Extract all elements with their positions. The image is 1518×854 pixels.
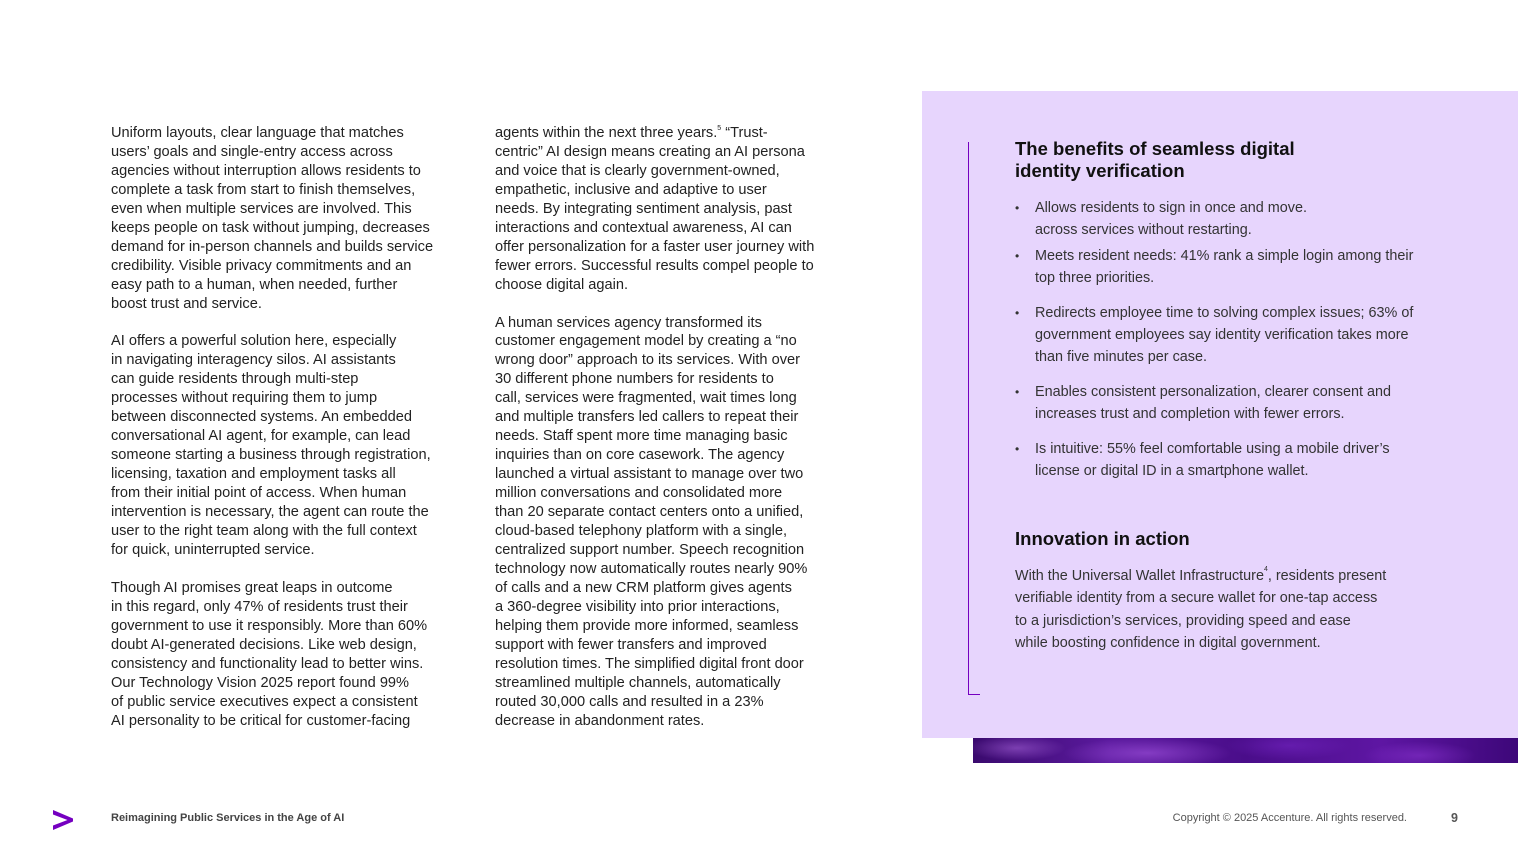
list-item: • Is intuitive: 55% feel comfortable using a mobile driver’s license or digital ID in a smartphone wallet. bbox=[1015, 438, 1445, 482]
footnote-ref[interactable]: 5 bbox=[717, 125, 722, 132]
innovation-text-part: With the Universal Wallet Infrastructure bbox=[1015, 568, 1264, 584]
list-item: • Meets resident needs: 41% rank a simple login among their top three priorities. bbox=[1015, 245, 1445, 289]
paragraph: A human services agency transformed its customer engagement model by creating a “no wrong door” approach to its services. With over 30 different phone numbers for residents to call, services were fragmented, wait times long and multiple transfers led callers to repeat their needs. Staff spent more time managing basic inquiries than on core casework. The agency launched a virtual assistant to manage over two million conversations and consolidated more than 20 separate contact centers onto a unified, cloud-based telephony platform with a single, centralized support number. Speech recognition technology now automatically routes nearly 90% of calls and a new CRM platform gives agents a 360-degree visibility into prior interactions, helping them provide more informed, seamless support with fewer transfers and improved resolution times. The simplified digital front door streamlined multiple channels, automatically routed 30,000 calls and resulted in a 23% decrease in abandonment rates. bbox=[495, 314, 808, 729]
paragraph: Though AI promises great leaps in outcome in this regard, only 47% of residents trust their government to use it responsibly. More than 60% doubt AI-generated decisions. Like web design, consistency and functionality lead to better wins. Our Technology Vision 2025 report found 99% of public service executives expect a consistent AI personality to be critical for customer-facing bbox=[111, 579, 428, 729]
list-item: • Allows residents to sign in once and move. across services without restarting. bbox=[1015, 197, 1445, 241]
body-column-right bbox=[495, 124, 840, 749]
benefits-list bbox=[1015, 197, 1445, 495]
list-item: • Enables consistent personalization, clearer consent and increases trust and completion with fewer errors. bbox=[1015, 381, 1445, 425]
decorative-gradient-band bbox=[973, 738, 1518, 763]
innovation-text-part: , residents present verifiable identity from a secure wallet for one-tap access to a jurisdiction’s services, providing speed and ease while boosting confidence in digital government. bbox=[1015, 568, 1387, 651]
page-number: 9 bbox=[1451, 811, 1458, 825]
paragraph-text: “Trust- centric” AI design means creating an AI persona and voice that is clearly government-owned, empathetic, inclusive and adaptive to user needs. By integrating sentiment analysis, past interactions and contextual awareness, AI can offer personalization for a faster user journey with fewer errors. Successful results compel people to choose digital again. bbox=[495, 125, 815, 293]
panel-accent-bracket bbox=[968, 142, 980, 695]
footer-copyright: Copyright © 2025 Accenture. All rights reserved. bbox=[1172, 812, 1407, 824]
panel-heading: The benefits of seamless digital identity verification bbox=[1015, 138, 1295, 181]
paragraph: Uniform layouts, clear language that matches users’ goals and single-entry access across agencies without interruption allows residents to complete a task from start to finish themselves, even when multiple services are involved. This keeps people on task without jumping, decreases demand for in-person channels and builds service credibility. Visible privacy commitments and an easy path to a human, when needed, further boost trust and service. bbox=[111, 125, 434, 312]
innovation-heading: Innovation in action bbox=[1015, 528, 1190, 549]
paragraph-text: agents within the next three years. bbox=[495, 125, 718, 141]
accenture-chevron-icon[interactable] bbox=[52, 808, 74, 832]
paragraph bbox=[495, 124, 840, 295]
list-item: • Redirects employee time to solving complex issues; 63% of government employees say identity verification takes more than five minutes per case. bbox=[1015, 302, 1445, 368]
footer-title: Reimagining Public Services in the Age of AI bbox=[111, 812, 345, 824]
paragraph: AI offers a powerful solution here, especially in navigating interagency silos. AI assistants can guide residents through multi-step processes without requiring them to jump between disconnected systems. An embedded conversational AI agent, for example, can lead someone starting a business through registration, licensing, taxation and employment tasks all from their initial point of access. When human intervention is necessary, the agent can route the user to the right team along with the full context for quick, uninterrupted service. bbox=[111, 333, 431, 558]
footnote-ref[interactable]: 4 bbox=[1263, 566, 1268, 573]
body-column-left bbox=[111, 124, 461, 749]
innovation-text bbox=[1015, 565, 1415, 654]
